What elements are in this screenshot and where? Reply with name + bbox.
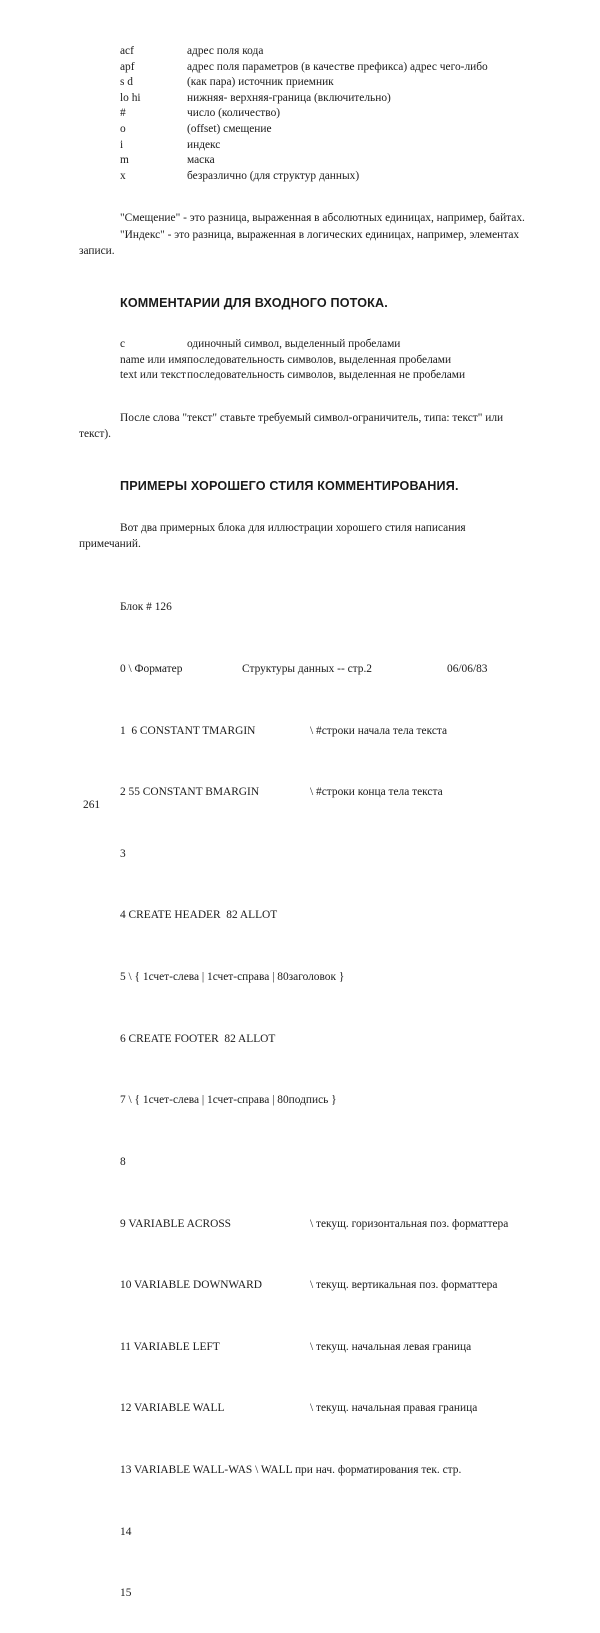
spacer (79, 553, 527, 570)
listing-line (120, 1032, 527, 1047)
description-cell: безразлично (для структур данных) (187, 169, 360, 182)
listing-line-left: 3 (120, 847, 126, 860)
listing-line-left: 11 VARIABLE LEFT (120, 1340, 220, 1353)
listing-line-left: 2 55 CONSTANT BMARGIN (120, 786, 260, 799)
table-row (79, 75, 527, 91)
description-cell: последовательность символов, выделенная не пробелами (187, 369, 466, 382)
paragraph-line: После слова "текст" ставьте требуемый символ-ограничитель, типа: текст" или (120, 411, 504, 424)
table-row (79, 122, 527, 138)
term-cell: name или имя (120, 353, 187, 366)
listing-line-left: 6 CREATE FOOTER 82 ALLOT (120, 1032, 276, 1045)
table-row (79, 44, 527, 60)
listing-line-comment: \ текущ. горизонтальная поз. форматтера (310, 1217, 509, 1230)
term-cell: i (120, 138, 124, 151)
paragraph-line: записи. (79, 244, 115, 257)
comments-section-heading: КОММЕНТАРИИ ДЛЯ ВХОДНОГО ПОТОКА. (120, 295, 388, 310)
table-row (79, 337, 527, 353)
code-listing (79, 570, 527, 1633)
listing-line-right: 06/06/83 (447, 662, 488, 675)
table-row (79, 368, 527, 384)
examples-paragraph (79, 520, 527, 552)
term-cell: # (120, 107, 126, 120)
paragraph-line: "Индекс" - это разница, выраженная в логических единицах, например, элементах (120, 228, 520, 241)
term-cell: s d (120, 76, 133, 89)
description-cell: (offset) смещение (187, 122, 272, 135)
listing-line-left: 12 VARIABLE WALL (120, 1402, 225, 1415)
listing-line-comment: \ текущ. начальная правая граница (310, 1402, 478, 1415)
listing-line-left: 0 \ Форматер (120, 662, 183, 675)
listing-line-left: 1 6 CONSTANT TMARGIN (120, 724, 256, 737)
listing-line-comment: \ текущ. начальная левая граница (310, 1340, 472, 1353)
spacer (79, 311, 527, 337)
listing-line (120, 847, 527, 862)
spacer (79, 442, 527, 478)
listing-line-left: 13 VARIABLE WALL-WAS \ WALL при нач. форматирования тек. стр. (120, 1464, 462, 1477)
paragraph-line: примечаний. (79, 538, 141, 551)
term-cell: o (120, 122, 126, 135)
listing-line (120, 1217, 527, 1232)
paragraph-line: текст). (79, 427, 111, 440)
listing-line-left: 7 \ { 1счет-слева | 1счет-справа | 80подпись } (120, 1094, 337, 1107)
description-cell: адрес поля кода (187, 45, 264, 57)
table-row (79, 106, 527, 122)
term-cell: lo hi (120, 91, 141, 104)
page-content (79, 44, 527, 1633)
description-cell: адрес поля параметров (в качестве префикса) адрес чего-либо (187, 60, 488, 73)
description-cell: маска (187, 154, 215, 167)
listing-line (120, 908, 527, 923)
listing-line (120, 1340, 527, 1355)
listing-line-comment: \ текущ. вертикальная поз. форматтера (310, 1279, 498, 1292)
description-cell: последовательность символов, выделенная пробелами (187, 353, 452, 366)
listing-line (120, 1093, 527, 1108)
paragraph-line: "Смещение" - это разница, выраженная в абсолютных единицах, например, байтах. (120, 212, 525, 225)
listing-line-left: 9 VARIABLE ACROSS (120, 1217, 231, 1230)
paragraph-line: Вот два примерных блока для иллюстрации хорошего стиля написания (120, 522, 466, 535)
spacer (79, 494, 527, 520)
listing-line (120, 724, 527, 739)
term-cell: text или текст (120, 369, 186, 382)
term-cell: m (120, 154, 129, 167)
listing-line (120, 785, 527, 800)
listing-line-left: 10 VARIABLE DOWNWARD (120, 1279, 262, 1292)
abbreviation-table (79, 44, 527, 184)
table-row (79, 169, 527, 185)
term-cell: acf (120, 45, 134, 57)
listing-line (120, 970, 527, 985)
listing-line-mid: Структуры данных -- стр.2 (242, 662, 372, 675)
examples-section-heading: ПРИМЕРЫ ХОРОШЕГО СТИЛЯ КОММЕНТИРОВАНИЯ. (120, 479, 459, 494)
listing-line-left: 14 (120, 1525, 132, 1538)
spacer (79, 184, 527, 210)
term-cell: c (120, 337, 126, 350)
listing-line (120, 662, 527, 677)
table-row (79, 353, 527, 369)
table-row (79, 138, 527, 154)
page-number: 261 (83, 799, 101, 811)
description-cell: одиночный символ, выделенный пробелами (187, 337, 401, 350)
table-row (79, 91, 527, 107)
listing-line-left: 5 \ { 1счет-слева | 1счет-справа | 80заголовок } (120, 971, 345, 984)
listing-line (120, 1463, 527, 1478)
description-cell: (как пара) источник приемник (187, 76, 334, 89)
table-row (79, 60, 527, 76)
listing-line-comment: \ #строки начала тела текста (310, 724, 448, 737)
term-cell: x (120, 169, 126, 182)
description-cell: нижняя- верхняя-граница (включительно) (187, 91, 391, 104)
term-cell: apf (120, 60, 135, 73)
listing-line-left: 8 (120, 1155, 126, 1168)
delimiter-paragraph (79, 410, 527, 442)
listing-line (120, 1586, 527, 1601)
listing-line (120, 1525, 527, 1540)
listing-line-left: 4 CREATE HEADER 82 ALLOT (120, 909, 278, 922)
listing-line (120, 1155, 527, 1170)
listing-line (120, 1278, 527, 1293)
spacer (79, 384, 527, 410)
listing-line-comment: \ #строки конца тела текста (310, 786, 443, 799)
description-cell: число (количество) (187, 107, 281, 120)
listing-line (120, 1401, 527, 1416)
table-row (79, 153, 527, 169)
description-cell: индекс (187, 138, 221, 151)
comments-table (79, 337, 527, 384)
spacer (79, 259, 527, 295)
offset-index-paragraph (79, 210, 527, 259)
listing-line-left: 15 (120, 1587, 132, 1600)
listing-title: Блок # 126 (120, 601, 172, 614)
